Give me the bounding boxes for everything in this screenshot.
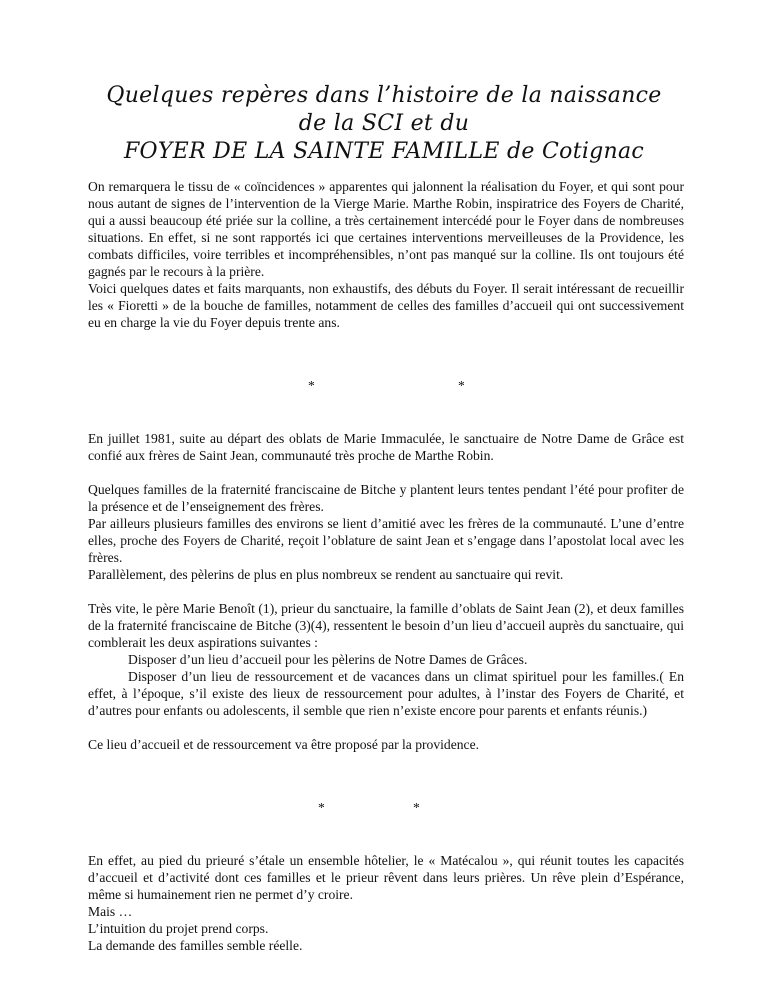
document-title [0,82,768,166]
paragraph-needs-intro: Très vite, le père Marie Benoît (1), prieur du sanctuaire, la famille d’oblats de Saint Jean (2), et deux familles de la fraternité franciscaine de Bitche (3)(4), ressentent le besoin d’un lieu d’accueil auprès du sanctuaire, qui comblerait les deux aspirations suivantes : [88,601,684,650]
separator-star: * [458,378,465,393]
separator-star: * [318,800,325,815]
separator-stars-2 [88,799,684,816]
paragraph-families-2: Par ailleurs plusieurs familles des environs se lient d’amitié avec les frères de la communauté. L’une d’entre elles, proche des Foyers de Charité, reçoit l’oblature de saint Jean et s’engage dans l’apostolat local avec les frères. [88,516,684,565]
title-line-1: Quelques repères dans l’histoire de la naissance [106,83,662,108]
paragraph-pilgrims: Parallèlement, des pèlerins de plus en plus nombreux se rendent au sanctuaire qui revit. [88,567,564,582]
aspiration-item-2: Disposer d’un lieu de ressourcement et de vacances dans un climat spirituel pour les familles.( En effet, à l’époque, s’il existe des lieux de ressourcement pour adultes, à l’instar des Foyers de Charité, et d’autres pour enfants ou adolescents, il semble que rien n’existe encore pour parents et enfants réunis.) [88,669,684,718]
document-body [88,178,684,954]
paragraph-families-1: Quelques familles de la fraternité franciscaine de Bitche y plantent leurs tentes pendant l’été pour profiter de la présence et de l’enseignement des frères. [88,482,684,514]
paragraph-matecalou: En effet, au pied du prieuré s’étale un ensemble hôtelier, le « Matécalou », qui réunit toutes les capacités d’accueil et d’activité dont ces familles et le prieur rêvent dans leurs prières. Un rêve plein d’Espérance, même si humainement rien ne permet d’y croire. [88,853,684,902]
separator-stars-1 [88,377,684,394]
separator-star: * [308,378,315,393]
line-mais: Mais … [88,904,133,919]
title-line-2: de la SCI et du [298,111,470,136]
paragraph-providence: Ce lieu d’accueil et de ressourcement va être proposé par la providence. [88,737,480,752]
intro-paragraph-2: Voici quelques dates et faits marquants, non exhaustifs, des débuts du Foyer. Il serait intéressant de recueillir les « Fioretti » de la bouche de familles, notamment de celles des familles d’accueil qui ont successivement eu en charge la vie du Foyer depuis trente ans. [88,281,684,330]
line-demande: La demande des familles semble réelle. [88,938,303,953]
intro-paragraph-1: On remarquera le tissu de « coïncidences » apparentes qui jalonnent la réalisation du Foyer, et qui sont pour nous autant de signes de l’intervention de la Vierge Marie. Marthe Robin, inspiratrice des Foyers de Charité, qui a aussi beaucoup été priée sur la colline, a très certainement intercédé pour le Foyer dans de nombreuses situations. En effet, si ne sont rapportés ici que certaines interventions merveilleuses de la Providence, les combats difficiles, voire terribles et incompréhensibles, n’ont pas manqué sur la colline. Ils ont toujours été gagnés par le recours à la prière. [88,179,684,279]
aspiration-item-1: Disposer d’un lieu d’accueil pour les pèlerins de Notre Dames de Grâces. [128,652,528,667]
paragraph-1981: En juillet 1981, suite au départ des oblats de Marie Immaculée, le sanctuaire de Notre Dame de Grâce est confié aux frères de Saint Jean, communauté très proche de Marthe Robin. [88,431,684,463]
separator-star: * [413,800,420,815]
title-line-3: FOYER DE LA SAINTE FAMILLE de Cotignac [123,139,645,164]
line-intuition: L’intuition du projet prend corps. [88,921,269,936]
